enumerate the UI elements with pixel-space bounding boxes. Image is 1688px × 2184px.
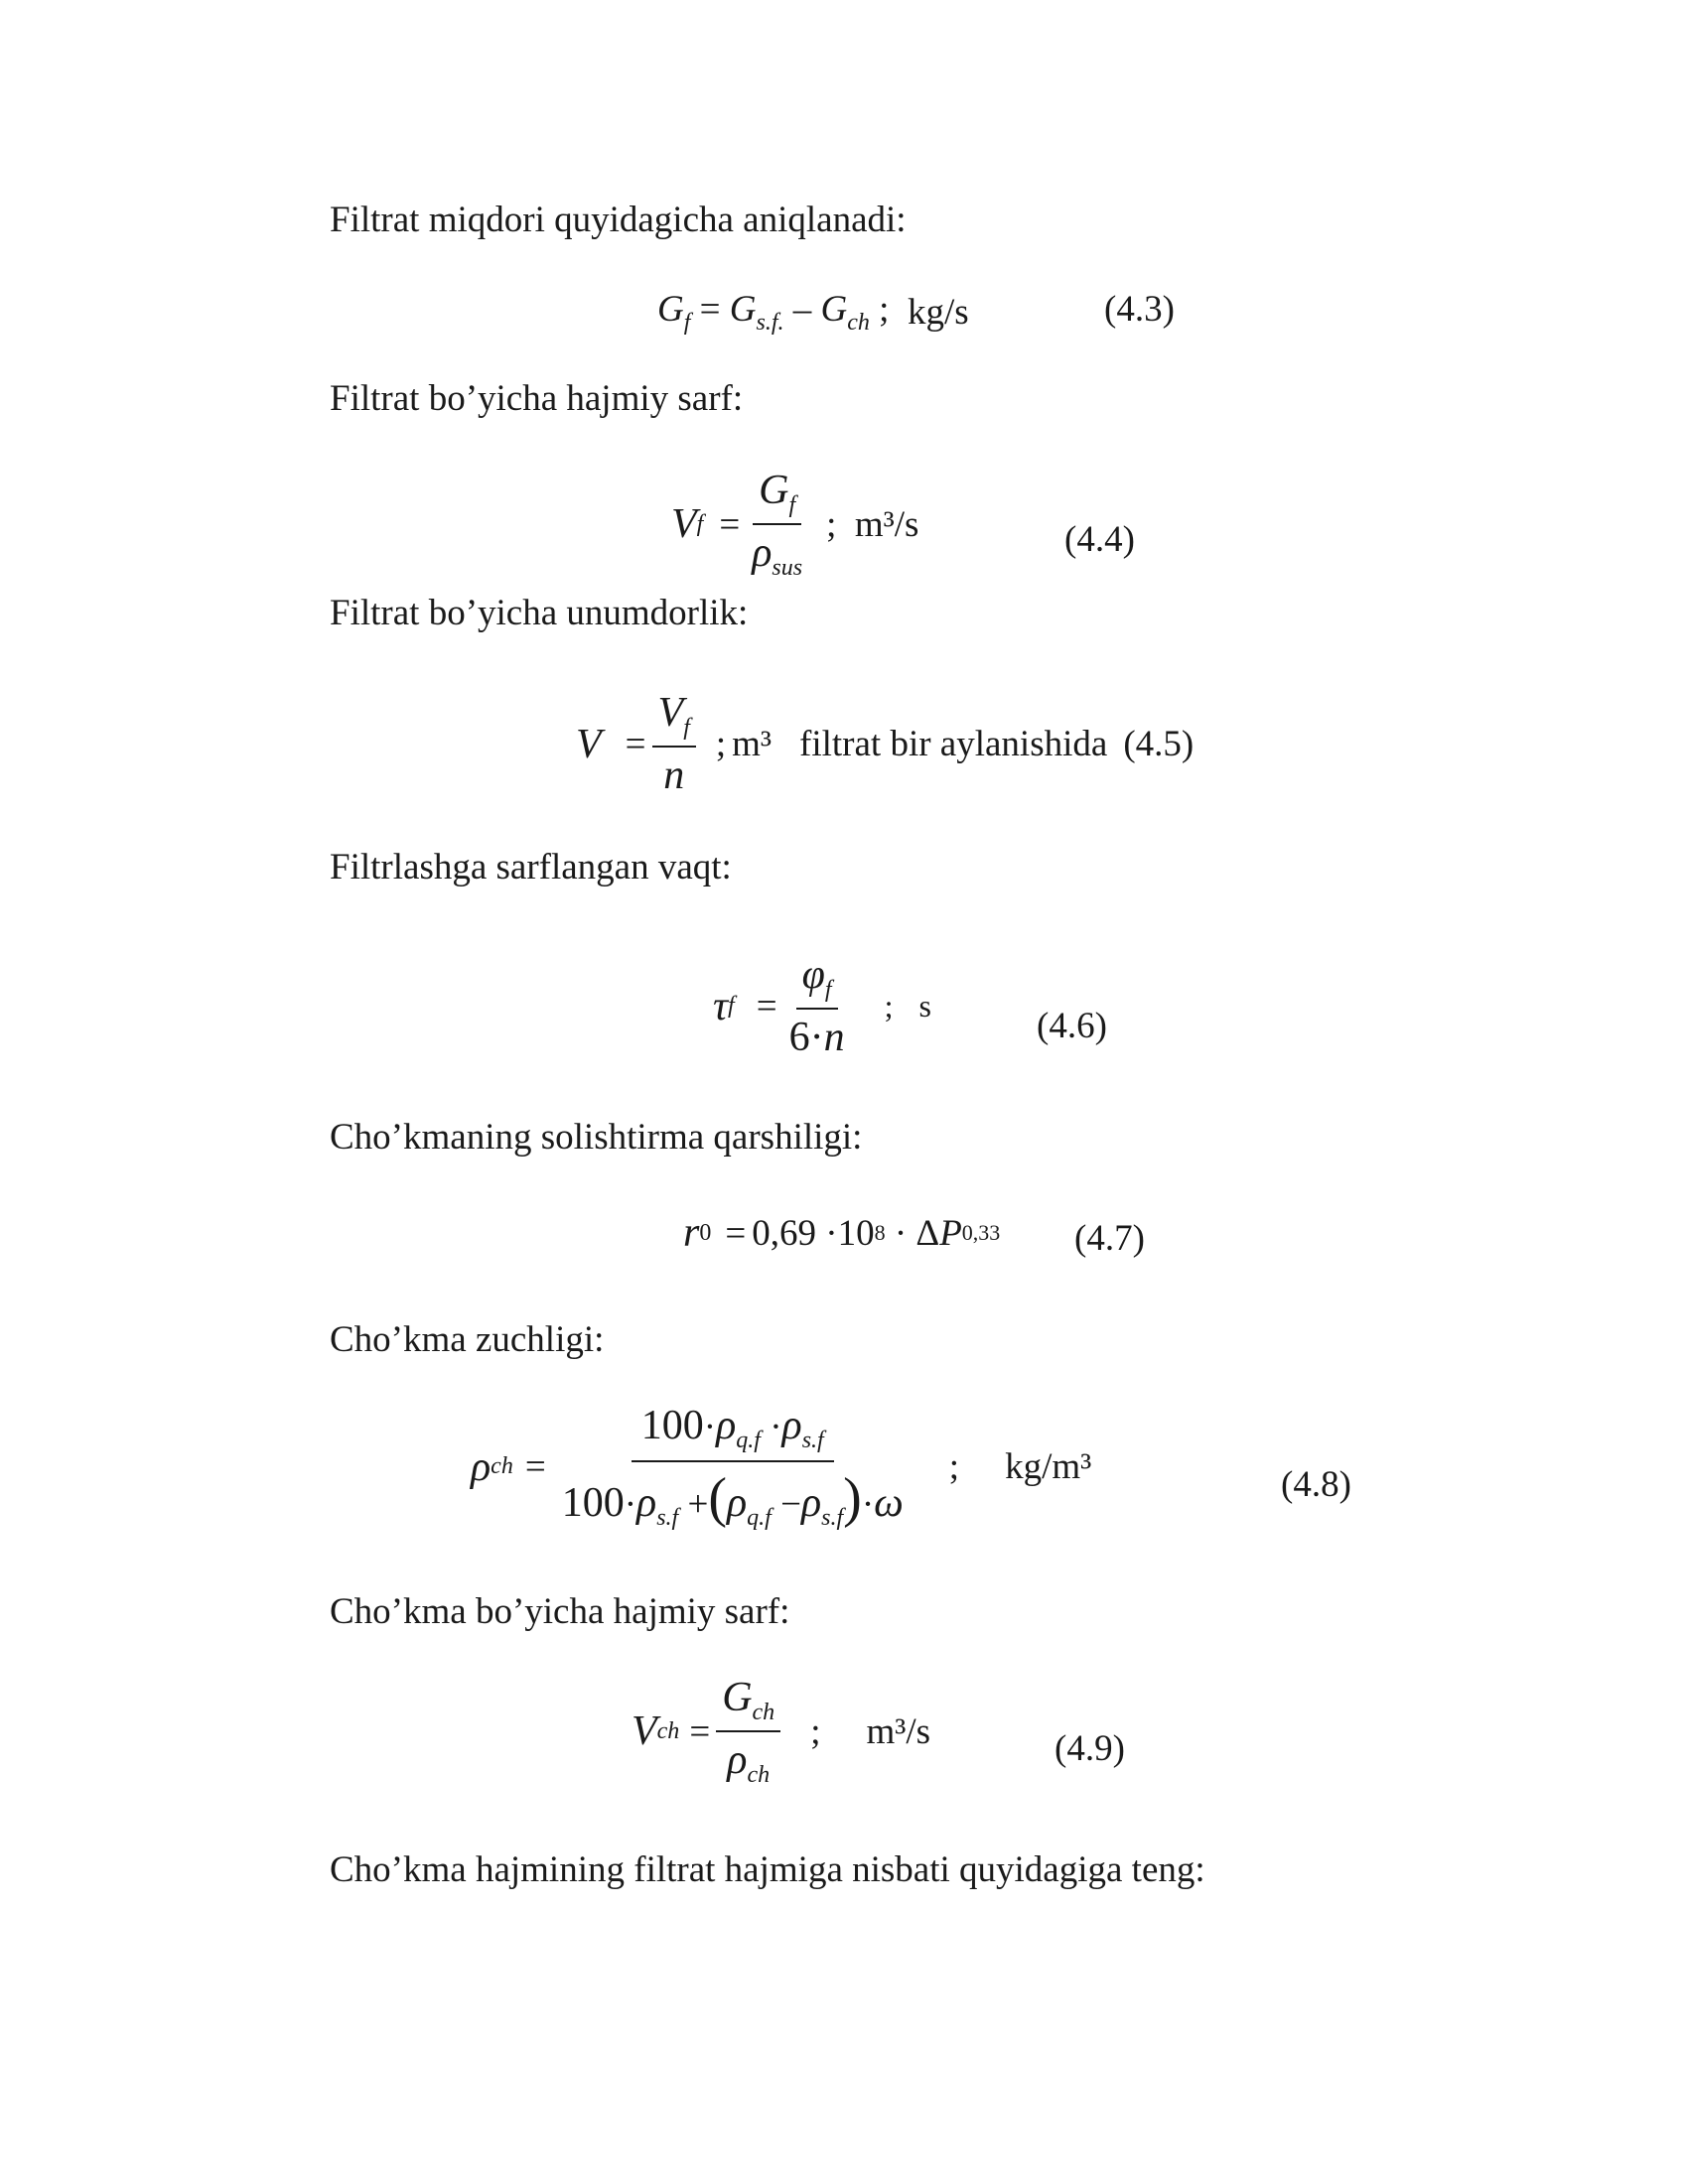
equation-number-4-4: (4.4) [1064, 519, 1135, 560]
equation-4-7: r 0 = 0,69 · 10 8 · Δ P 0,33 [683, 1210, 1001, 1256]
text-filtrat-unumdorlik: Filtrat bo’yicha unumdorlik: [330, 593, 749, 633]
unit-4-6: s [918, 988, 931, 1024]
equation-4-5: V = $\frac{V_f}{n}$ ; m³ filtrat bir aylanishida (4.5) [576, 690, 1195, 798]
equation-4-6: τ f = $\frac{\varphi_f}{6\cdot n}$ ; s [713, 952, 931, 1060]
text-solishtirma-qarshilik: Cho’kmaning solishtirma qarshiligi: [330, 1117, 863, 1158]
text-4-5: filtrat bir aylanishida [799, 724, 1108, 764]
text-filtrat-miqdori: Filtrat miqdori quyidagicha aniqlanadi: [330, 200, 907, 240]
equation-number-4-6: (4.6) [1037, 1006, 1107, 1046]
fraction-4-5: $\frac{V_f}{n}$ [652, 689, 696, 799]
fraction-4-4: $\frac{G_f}{\rho_{sus}}$ [752, 468, 803, 581]
unit-4-9: m³/s [866, 1710, 931, 1752]
text-chokma-nisbati: Cho’kma hajmining filtrat hajmiga nisbati quyidagiga teng: [330, 1849, 1205, 1890]
fraction-4-8: $\frac{100\cdot\rho_{q.f} \cdot\rho_{s.f}}{100\cdot\rho_{s.f} +(\rho_{q.f} -\rho_{s.f})\cdot\omega}$ [561, 1403, 904, 1531]
base-4-7: 10 [837, 1212, 875, 1254]
fraction-4-9: $\frac{G_{ch}}{\rho_{ch}}$ [716, 1674, 780, 1789]
equation-4-9: V ch = $\frac{G_{ch}}{\rho_{ch}}$ ; m³/s [632, 1675, 931, 1788]
coef-4-7: 0,69 [752, 1212, 816, 1254]
const-4-8-num: 100 [640, 1403, 704, 1448]
equation-4-3: $G_f = G_{s.f.} - G_{ch}$ ; kg/s [657, 289, 969, 336]
equation-number-4-3: (4.3) [1104, 289, 1175, 330]
unit-4-5: m³ [732, 724, 773, 764]
equation-number-4-9: (4.9) [1055, 1728, 1125, 1769]
text-chokma-zuchligi: Cho’kma zuchligi: [330, 1319, 605, 1360]
unit-4-8: kg/m³ [1005, 1446, 1092, 1487]
text-filtrat-hajmiy-sarf: Filtrat bo’yicha hajmiy sarf: [330, 378, 744, 419]
fraction-4-6: $\frac{\varphi_f}{6\cdot n}$ [788, 952, 845, 1060]
text-filtrlash-vaqt: Filtrlashga sarflangan vaqt: [330, 847, 732, 887]
equation-number-4-5: (4.5) [1123, 724, 1195, 764]
const-4-8-den: 100 [561, 1480, 625, 1526]
text-chokma-hajmiy-sarf: Cho’kma bo’yicha hajmiy sarf: [330, 1591, 790, 1632]
power-4-7: 0,33 [961, 1220, 1001, 1245]
equation-4-4: V f = $\frac{G_f}{\rho_{sus}}$ ; m³/s [671, 468, 919, 581]
unit-4-4: m³/s [854, 503, 919, 545]
equation-4-8: ρ ch = $\frac{100\cdot\rho_{q.f} \cdot\rho_{s.f}}{100\cdot\rho_{s.f} +(\rho_{q.f} -\rho_{s.f})\cdot\omega}$ ; kg/m³ [471, 1403, 1092, 1531]
equation-number-4-8: (4.8) [1281, 1464, 1351, 1505]
exponent-4-7: 8 [874, 1220, 886, 1245]
equation-number-4-7: (4.7) [1074, 1218, 1145, 1259]
unit-4-3: kg/s [907, 292, 969, 333]
